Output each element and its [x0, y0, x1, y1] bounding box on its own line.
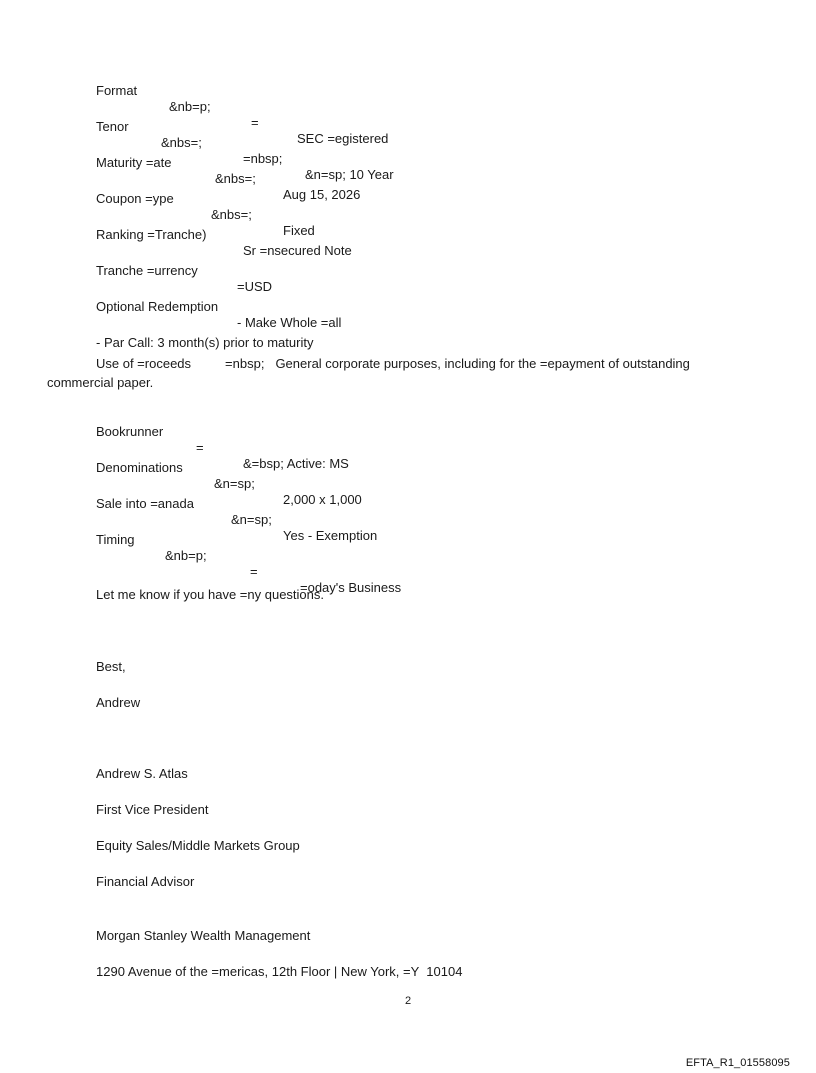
term-label: Bookrunner	[96, 424, 164, 439]
term-value: Yes - Exemption	[283, 528, 378, 543]
page-number: 2	[404, 995, 412, 1007]
term-filler: &n=sp;	[214, 476, 255, 491]
term-value: &=bsp; Active: MS	[243, 456, 349, 471]
term-label: Format	[96, 83, 138, 98]
term-filler: =	[251, 115, 259, 130]
closing-line: Let me know if you have =ny questions.	[96, 587, 324, 602]
signature-role: Financial Advisor	[96, 874, 195, 889]
term-label: Timing	[96, 532, 135, 547]
signature-address: 1290 Avenue of the =mericas, 12th Floor | New York, =Y 10104	[96, 964, 463, 979]
signature-group: Equity Sales/Middle Markets Group	[96, 838, 300, 853]
term-value: Aug 15, 2026	[283, 187, 361, 202]
term-filler: =nbsp;	[225, 356, 265, 371]
term-label: Tenor	[96, 119, 129, 134]
term-filler: &nbs=;	[211, 207, 252, 222]
term-label: Sale into =anada	[96, 496, 194, 511]
document-id: EFTA_R1_01558095	[685, 1057, 790, 1069]
term-filler: &nbs=;	[161, 135, 202, 150]
term-label: Ranking =Tranche)	[96, 227, 207, 242]
term-filler: &n=sp;	[231, 512, 272, 527]
term-filler: &nbs=;	[215, 171, 256, 186]
term-value: SEC =egistered	[297, 131, 389, 146]
signature-name: Andrew S. Atlas	[96, 766, 188, 781]
term-filler: &nb=p;	[169, 99, 211, 114]
term-value: General corporate purposes, including for the =epayment of outstanding commercial paper.	[47, 356, 690, 390]
term-value: Sr =nsecured Note	[243, 243, 352, 258]
term-value: &n=sp; 10 Year	[305, 167, 394, 182]
term-filler: =nbsp;	[243, 151, 283, 166]
signature-firm: Morgan Stanley Wealth Management	[96, 928, 311, 943]
term-label: - Par Call: 3 month(s) prior to maturity	[96, 335, 314, 350]
term-filler: =	[196, 440, 204, 455]
term-label: Use of =roceeds	[96, 356, 192, 371]
term-label: Maturity =ate	[96, 155, 172, 170]
term-row-use-of-proceeds	[47, 354, 747, 392]
term-value: =USD	[237, 279, 273, 294]
term-value: 2,000 x 1,000	[283, 492, 362, 507]
term-label: Coupon =ype	[96, 191, 174, 206]
signoff: Best,	[96, 659, 126, 674]
term-filler: =	[250, 564, 258, 579]
term-value: =oday's Business	[300, 580, 402, 595]
term-label: Denominations	[96, 460, 183, 475]
term-value: - Make Whole =all	[237, 315, 342, 330]
sender-first-name: Andrew	[96, 695, 141, 710]
term-filler: &nb=p;	[165, 548, 207, 563]
term-value: Fixed	[283, 223, 315, 238]
term-label: Optional Redemption	[96, 299, 219, 314]
signature-title: First Vice President	[96, 802, 209, 817]
term-label: Tranche =urrency	[96, 263, 198, 278]
